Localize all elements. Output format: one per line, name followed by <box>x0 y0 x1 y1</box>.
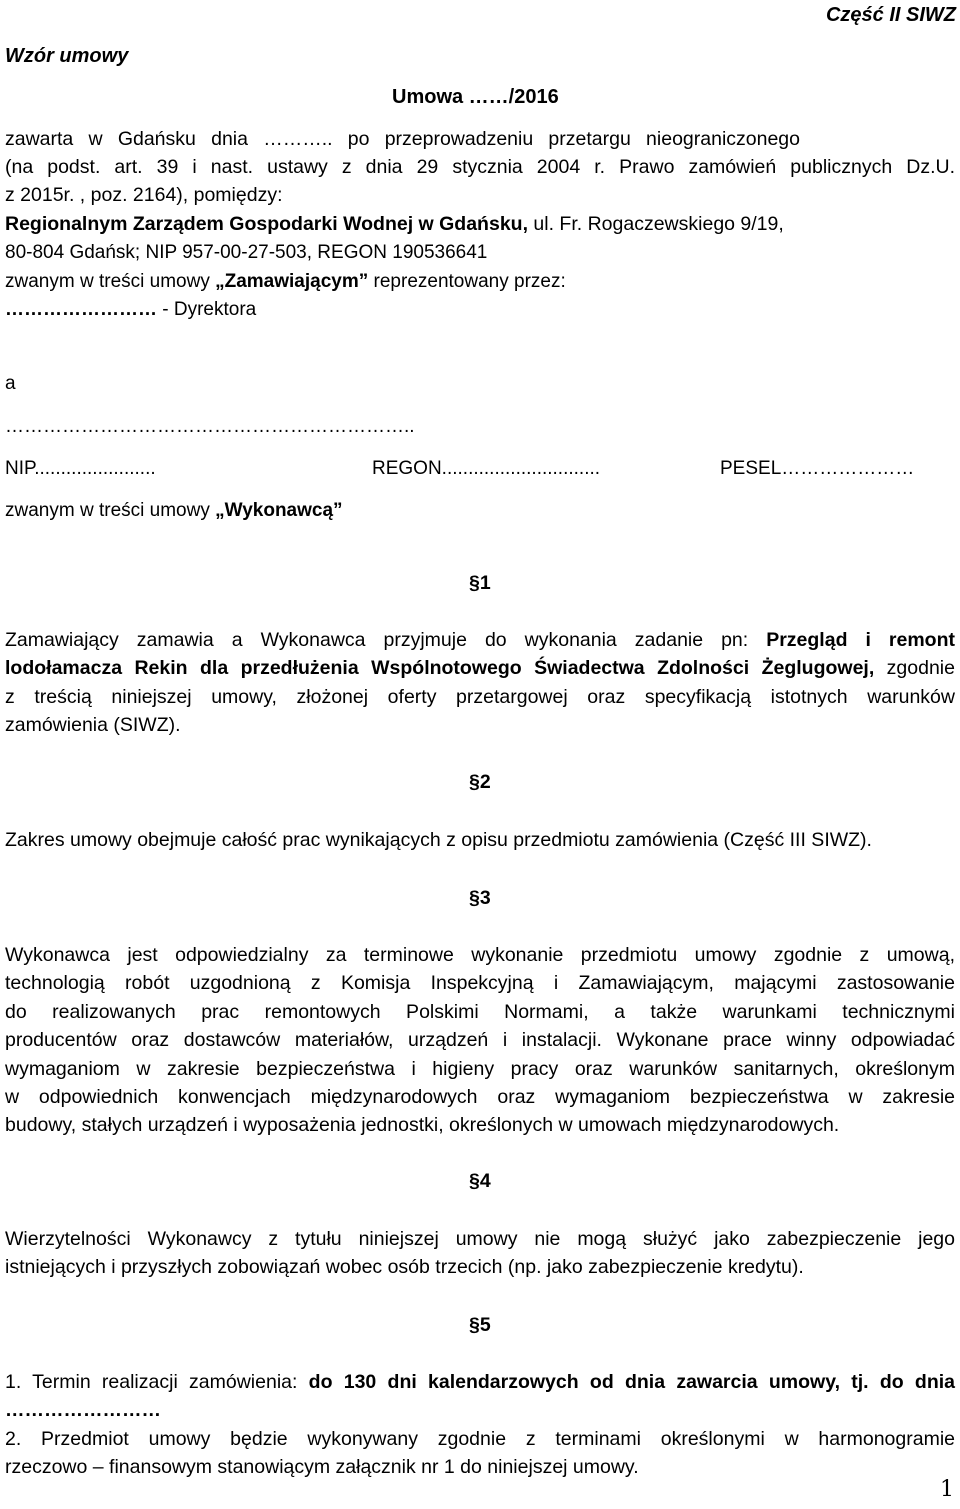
section-5-line: …………………… <box>5 1399 161 1422</box>
section-1-line: Zamawiający zamawia a Wykonawca przyjmuje do wykonania zadanie pn: Przegląd i remont <box>5 629 955 651</box>
section-4-body <box>5 1225 955 1282</box>
intro-line-4 <box>5 210 815 238</box>
section-3-line: technologią robót uzgodnioną z Komisja Inspekcyjną i Zamawiającym, mającymi zastosowanie <box>5 972 955 995</box>
document-type-label: Wzór umowy <box>5 45 129 67</box>
section-3-line: budowy, stałych urządzeń i wyposażenia jednostki, określonych w umowach międzynarodowych. <box>5 1114 840 1137</box>
section-1-line: lodołamacza Rekin dla przedłużenia Wspólnotowego Świadectwa Zdolności Żeglugowej, zgodnie <box>5 657 955 680</box>
intro-line-1: zawarta w Gdańsku dnia ……….. po przeprowadzeniu przetargu nieograniczonego <box>5 128 800 150</box>
section-3-body <box>5 941 955 1140</box>
section-3-heading: §3 <box>469 887 491 909</box>
contractor-label-line: zwanym w treści umowy „Wykonawcą” <box>5 500 343 521</box>
section-3-line: do realizowanych prac remontowych Polskimi Normami, a także warunkami technicznymi <box>5 1000 955 1023</box>
contractor-nip: NIP....................... <box>5 458 156 479</box>
conjunction-a: a <box>5 373 16 394</box>
intro-line-2: (na podst. art. 39 i nast. ustawy z dnia 29 stycznia 2004 r. Prawo zamówień publicznych Dz.U. <box>5 156 955 178</box>
page-number: 1 <box>940 1477 954 1502</box>
section-1-line: zamówienia (SIWZ). <box>5 714 181 737</box>
section-2-heading: §2 <box>469 771 491 793</box>
section-2-body <box>5 826 955 854</box>
employer-name: Regionalnym Zarządem Gospodarki Wodnej w Gdańsku, <box>5 213 528 235</box>
employer-address: ul. Fr. Rogaczewskiego 9/19, <box>528 213 784 235</box>
section-5-line: rzeczowo – finansowym stanowiącym załącznik nr 1 do niniejszej umowy. <box>5 1456 639 1479</box>
section-2-line: Zakres umowy obejmuje całość prac wynikających z opisu przedmiotu zamówienia (Część III SIWZ). <box>5 829 872 851</box>
section-5-line: 2. Przedmiot umowy będzie wykonywany zgodnie z terminami określonymi w harmonogramie <box>5 1427 955 1450</box>
representative-placeholder: …………………… <box>5 299 157 320</box>
section-1-body <box>5 626 955 740</box>
section-4-line: Wierzytelności Wykonawcy z tytułu niniejszej umowy nie mogą służyć jako zabezpieczenie jego <box>5 1228 955 1250</box>
section-4-heading: §4 <box>469 1170 491 1192</box>
contract-title: Umowa ……/2016 <box>392 86 559 108</box>
contractor-name-placeholder: ……………………………………………………….. <box>5 416 415 437</box>
intro-line-7: …………………… - Dyrektora <box>5 299 257 320</box>
intro-line-5: 80-804 Gdańsk; NIP 957-00-27-503, REGON 190536641 <box>5 242 488 263</box>
section-1-line: z treścią niniejszej umowy, złożonej oferty przetargowej oraz specyfikacją istotnych warunków <box>5 685 955 708</box>
intro-line-6: zwanym w treści umowy „Zamawiającym” reprezentowany przez: <box>5 271 566 292</box>
section-1-heading: §1 <box>469 572 491 594</box>
section-3-line: w odpowiednich konwencjach międzynarodowych oraz wymaganiom bezpieczeństwa w zakresie <box>5 1086 955 1109</box>
contractor-regon: REGON.............................. <box>372 458 601 479</box>
section-5-heading: §5 <box>469 1314 491 1336</box>
section-5-body <box>5 1368 955 1482</box>
employer-label: „Zamawiającym” <box>215 271 369 292</box>
section-3-line: Wykonawca jest odpowiedzialny za terminowe wykonanie przedmiotu umowy zgodnie z umową, <box>5 944 955 966</box>
section-3-line: producentów oraz dostawców materiałów, urządzeń i instalacji. Wykonane prace winny odpowiadać <box>5 1029 955 1052</box>
contractor-label: „Wykonawcą” <box>215 500 343 521</box>
section-3-line: wymaganiom w zakresie bezpieczeństwa i higieny pracy oraz warunków sanitarnych, określonym <box>5 1057 955 1080</box>
siwz-part-label: Część II SIWZ <box>825 4 956 26</box>
intro-line-3: z 2015r. , poz. 2164), pomiędzy: <box>5 184 283 206</box>
section-4-line: istniejących i przyszłych zobowiązań wobec osób trzecich (np. jako zabezpieczenie kredytu). <box>5 1256 804 1279</box>
section-5-line: 1. Termin realizacji zamówienia: do 130 dni kalendarzowych od dnia zawarcia umowy, tj. do dnia <box>5 1371 955 1393</box>
contractor-pesel: PESEL………………… <box>720 458 915 479</box>
